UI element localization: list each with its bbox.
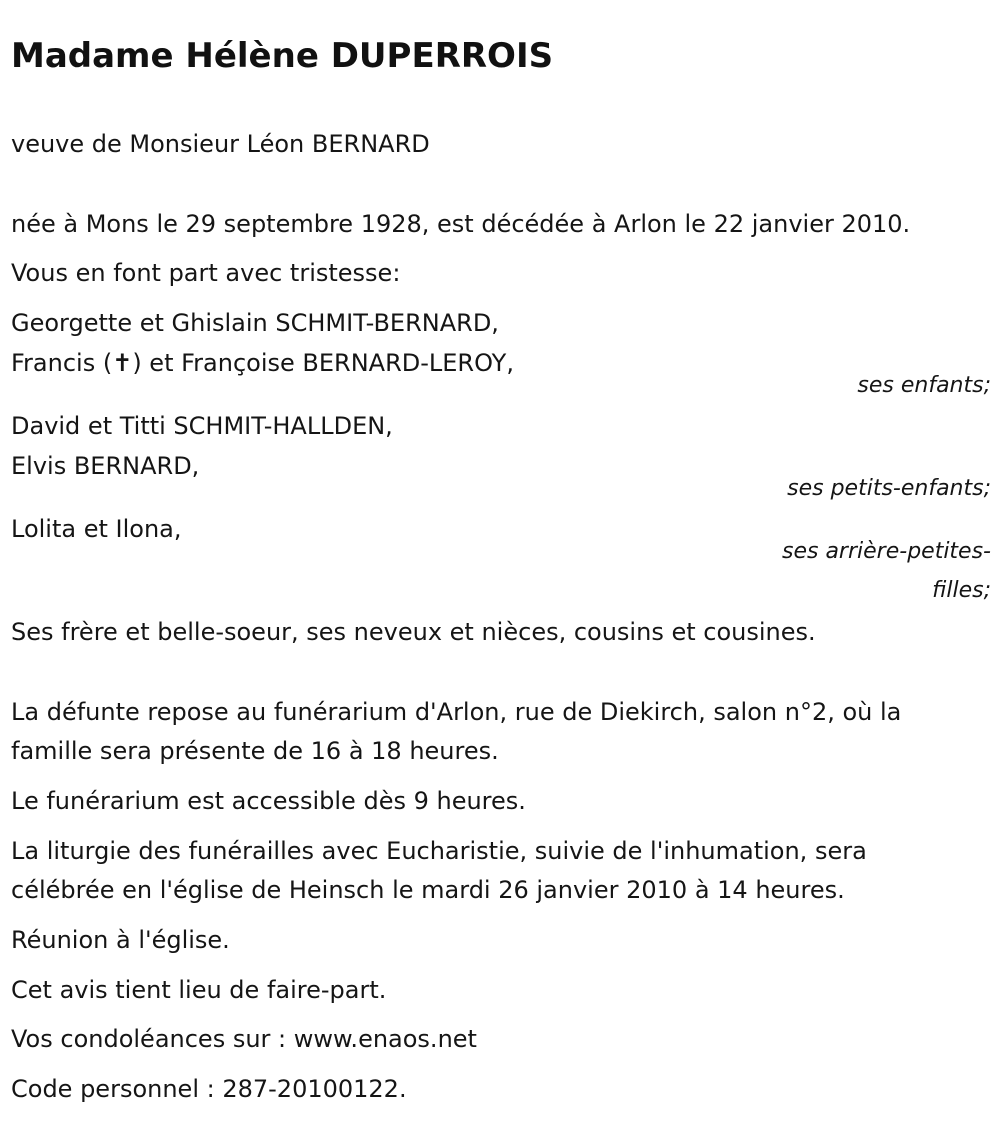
rest-line-1: La défunte repose au funérarium d'Arlon, rue de Diekirch, salon n°2, où la — [11, 698, 902, 726]
grandchildren-line-2: Elvis BERNARD, — [11, 452, 200, 480]
widow-line: veuve de Monsieur Léon BERNARD — [11, 130, 430, 158]
grandchildren-line-1: David et Titti SCHMIT-HALLDEN, — [11, 412, 393, 440]
intro-line: Vous en font part avec tristesse: — [11, 259, 401, 287]
personal-code-line: Code personnel : 287-20100122. — [11, 1075, 407, 1103]
meeting-line: Réunion à l'église. — [11, 926, 230, 954]
children-relation: ses enfants; — [857, 373, 991, 398]
condolences-line: Vos condoléances sur : www.enaos.net — [11, 1025, 477, 1053]
liturgy-line-2: célébrée en l'église de Heinsch le mardi 26 janvier 2010 à 14 heures. — [11, 876, 845, 904]
liturgy-line-1: La liturgie des funérailles avec Eucharistie, suivie de l'inhumation, sera — [11, 837, 867, 865]
access-line: Le funérarium est accessible dès 9 heures. — [11, 787, 526, 815]
extended-family-line: Ses frère et belle-soeur, ses neveux et nièces, cousins et cousines. — [11, 618, 816, 646]
notice-line: Cet avis tient lieu de faire-part. — [11, 976, 387, 1004]
great-grandchildren-relation-2: filles; — [932, 578, 991, 603]
children-line-1: Georgette et Ghislain SCHMIT-BERNARD, — [11, 309, 499, 337]
children-line-2: Francis (✝) et Françoise BERNARD-LEROY, — [11, 349, 514, 377]
great-grandchildren-line: Lolita et Ilona, — [11, 515, 182, 543]
page-title: Madame Hélène DUPERROIS — [11, 36, 554, 76]
birth-death-line: née à Mons le 29 septembre 1928, est décédée à Arlon le 22 janvier 2010. — [11, 210, 911, 238]
grandchildren-relation: ses petits-enfants; — [787, 476, 991, 501]
great-grandchildren-relation-1: ses arrière-petites- — [782, 539, 991, 564]
rest-line-2: famille sera présente de 16 à 18 heures. — [11, 737, 499, 765]
